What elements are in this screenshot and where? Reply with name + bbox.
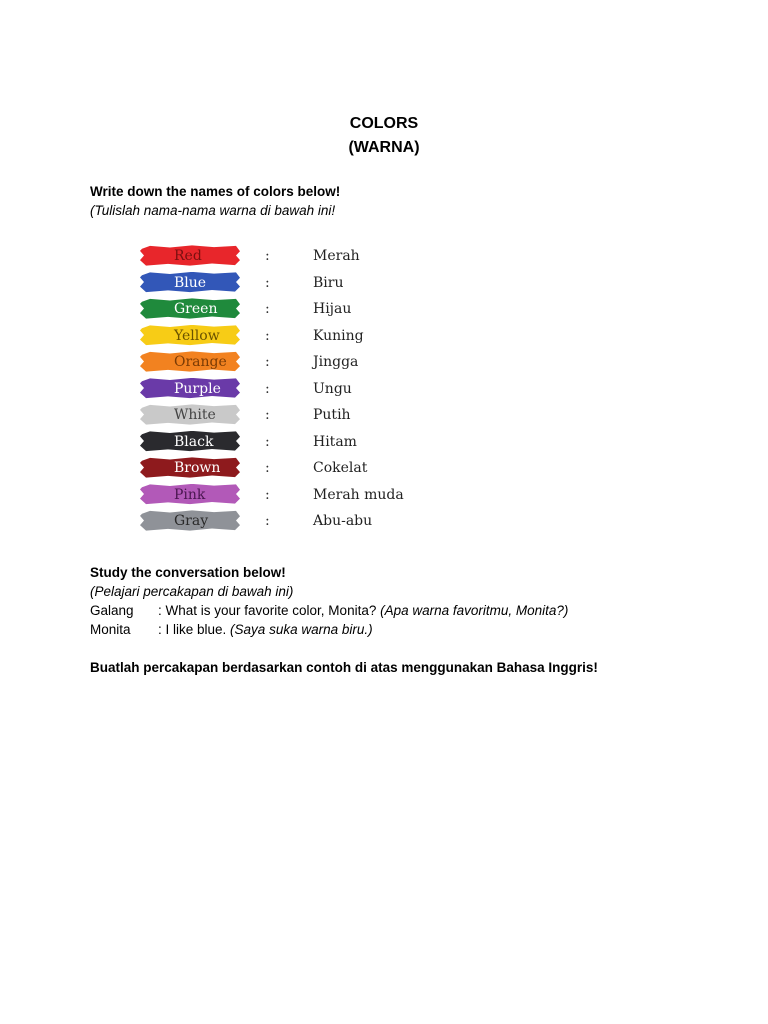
color-name-indonesian: Jingga	[313, 354, 359, 370]
color-name-english: Yellow	[174, 327, 220, 344]
speaker-name: Galang	[90, 603, 134, 618]
color-name-indonesian: Hijau	[313, 301, 352, 317]
color-row	[136, 323, 436, 350]
color-row	[136, 429, 436, 456]
color-list	[136, 243, 436, 535]
color-row	[136, 482, 436, 509]
speaker-name: Monita	[90, 622, 131, 637]
separator: :	[265, 380, 270, 397]
separator: :	[265, 513, 270, 529]
color-name-english: Orange	[174, 354, 227, 370]
color-name-indonesian: Hitam	[313, 433, 357, 450]
study-instruction: Study the conversation below!	[90, 565, 286, 580]
color-name-indonesian: Ungu	[313, 380, 352, 397]
color-name-indonesian: Kuning	[313, 327, 364, 344]
color-name-indonesian: Putih	[313, 407, 351, 423]
color-row	[136, 376, 436, 403]
dialogue-text: : I like blue.	[158, 622, 231, 637]
separator: :	[265, 274, 270, 291]
color-name-indonesian: Merah muda	[313, 486, 404, 503]
separator: :	[265, 248, 270, 264]
color-name-indonesian: Abu-abu	[313, 513, 373, 529]
instruction-indonesian: (Tulislah nama-nama warna di bawah ini!	[90, 203, 336, 218]
color-name-english: Red	[174, 248, 202, 264]
dialogue-translation: (Apa warna favoritmu, Monita?)	[380, 603, 569, 618]
title-colors: COLORS	[349, 115, 419, 132]
separator: :	[265, 354, 270, 370]
page-title	[0, 112, 768, 160]
separator: :	[265, 407, 270, 423]
separator: :	[265, 460, 270, 476]
color-name-english: White	[174, 407, 216, 423]
separator: :	[265, 327, 270, 344]
color-name-indonesian: Cokelat	[313, 460, 368, 476]
color-row	[136, 508, 436, 535]
separator: :	[265, 433, 270, 450]
color-name-english: Brown	[174, 460, 221, 476]
color-name-english: Green	[174, 301, 218, 317]
dialogue-line	[90, 620, 690, 639]
color-name-english: Pink	[174, 486, 206, 503]
dialogue-text: : What is your favorite color, Monita?	[158, 603, 381, 618]
title-warna: (WARNA)	[348, 139, 420, 156]
color-row	[136, 349, 436, 376]
separator: :	[265, 486, 270, 503]
color-name-english: Gray	[174, 513, 209, 529]
color-row	[136, 455, 436, 482]
task-instruction: Buatlah percakapan berdasarkan contoh di atas menggunakan Bahasa Inggris!	[90, 660, 598, 675]
study-instruction-indonesian: (Pelajari percakapan di bawah ini)	[90, 584, 294, 599]
color-name-english: Purple	[174, 380, 221, 397]
color-row	[136, 243, 436, 270]
color-row	[136, 402, 436, 429]
color-name-indonesian: Biru	[313, 274, 344, 291]
dialogue-line	[90, 601, 690, 620]
color-name-indonesian: Merah	[313, 248, 360, 264]
instruction-english: Write down the names of colors below!	[90, 184, 341, 199]
dialogue-translation: (Saya suka warna biru.)	[230, 622, 373, 637]
color-name-english: Blue	[174, 274, 207, 291]
separator: :	[265, 301, 270, 317]
color-row	[136, 296, 436, 323]
color-name-english: Black	[174, 433, 214, 450]
color-row	[136, 270, 436, 297]
